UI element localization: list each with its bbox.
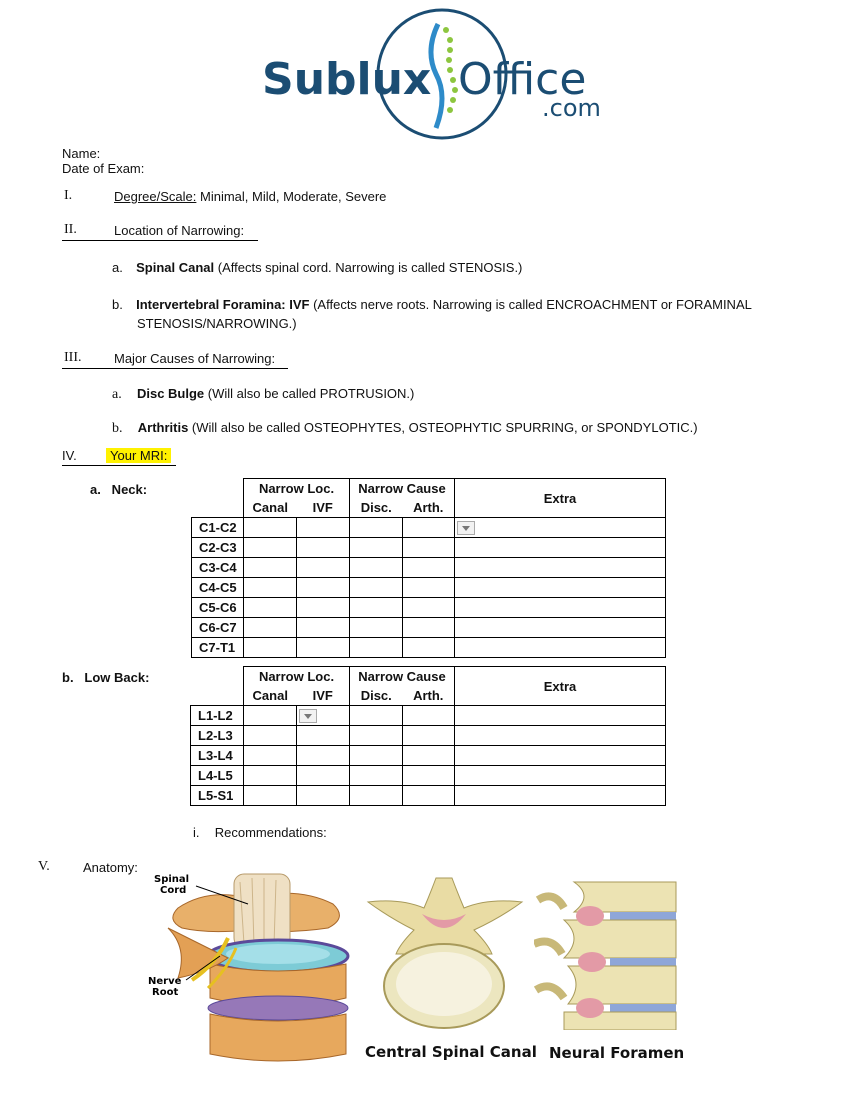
section-2-colon: : [240, 223, 245, 238]
arth-cell[interactable] [403, 618, 455, 638]
central-canal-illustration [360, 874, 528, 1034]
canal-cell[interactable] [244, 538, 297, 558]
table-row [191, 746, 666, 766]
section-3-numeral: III. [64, 350, 82, 365]
section-5-numeral: V. [38, 859, 50, 874]
canal-cell[interactable] [244, 766, 297, 786]
header-canal: Canal [244, 498, 297, 518]
disc-cell[interactable] [350, 786, 403, 806]
ivf-cell[interactable] [297, 766, 350, 786]
canal-cell[interactable] [244, 706, 297, 726]
disc-cell[interactable] [350, 706, 403, 726]
neural-foramen-illustration [534, 880, 678, 1030]
item-text: (Affects spinal cord. Narrowing is called STENOSIS.) [214, 260, 523, 275]
section-2-item-a [112, 260, 522, 275]
section-2-title [114, 223, 244, 238]
item-bold: Arthritis [137, 420, 189, 435]
disc-cell[interactable] [350, 518, 403, 538]
low-back-label: b. Low Back: [62, 670, 150, 685]
item-text: (Will also be called PROTRUSION.) [204, 386, 415, 401]
canal-cell[interactable] [244, 726, 297, 746]
item-letter: a. [112, 260, 123, 275]
disc-cell[interactable] [350, 618, 403, 638]
disc-cell[interactable] [350, 726, 403, 746]
section-2-title-text: Location of Narrowing [114, 223, 241, 238]
disc-cell[interactable] [350, 766, 403, 786]
ivf-cell[interactable] [297, 598, 350, 618]
table-row [192, 518, 666, 538]
canal-cell[interactable] [244, 578, 297, 598]
arth-cell[interactable] [403, 786, 455, 806]
header-narrow-cause: Narrow Cause [350, 479, 455, 499]
neck-label: a. Neck: [90, 482, 148, 497]
canal-cell[interactable] [244, 558, 297, 578]
canal-cell[interactable] [244, 746, 297, 766]
disc-cell[interactable] [350, 598, 403, 618]
extra-cell[interactable] [455, 746, 666, 766]
header-blank [191, 686, 244, 706]
arth-cell[interactable] [403, 598, 455, 618]
ivf-cell[interactable] [297, 538, 350, 558]
segment-label: L4-L5 [191, 766, 244, 786]
section-4-title: Your MRI: [106, 448, 171, 463]
item-letter: b. [112, 297, 123, 312]
extra-cell[interactable] [455, 786, 666, 806]
ivf-cell[interactable] [297, 746, 350, 766]
label-spinal-cord-1: Spinal [154, 874, 190, 885]
label-nerve-root-1: Nerve [148, 976, 182, 987]
table-row [192, 558, 666, 578]
arth-cell[interactable] [403, 706, 455, 726]
section-5-title: Anatomy: [83, 860, 138, 875]
arth-cell[interactable] [403, 518, 455, 538]
table-row [191, 766, 666, 786]
table-row [191, 706, 666, 726]
arth-cell[interactable] [403, 766, 455, 786]
item-bold: Intervertebral Foramina: IVF [136, 297, 310, 312]
segment-label: L3-L4 [191, 746, 244, 766]
dropdown-arrow-icon[interactable] [299, 709, 317, 723]
section-2-underline [62, 240, 258, 241]
section-1-text: Minimal, Mild, Moderate, Severe [196, 189, 387, 204]
ivf-cell[interactable] [297, 786, 350, 806]
extra-cell[interactable] [455, 538, 666, 558]
header-blank [192, 479, 244, 499]
segment-label: C4-C5 [192, 578, 244, 598]
section-3-item-b [112, 420, 698, 437]
header-extra: Extra [455, 667, 666, 706]
header-disc: Disc. [350, 686, 403, 706]
segment-label: C2-C3 [192, 538, 244, 558]
section-1-content [114, 189, 386, 204]
ivf-cell[interactable] [297, 638, 350, 658]
section-3-underline [62, 368, 288, 369]
caption-central-spinal-canal: Central Spinal Canal [365, 1043, 537, 1061]
item-bold: Spinal Canal [136, 260, 215, 275]
section-1-title: Degree/Scale: [114, 189, 197, 204]
item-letter: a. [112, 387, 122, 402]
disc-cell[interactable] [350, 558, 403, 578]
header-ivf: IVF [297, 686, 350, 706]
canal-cell[interactable] [244, 518, 297, 538]
segment-label: C1-C2 [192, 518, 244, 538]
spine-anatomy-illustration [148, 868, 356, 1064]
header-narrow-loc: Narrow Loc. [244, 667, 350, 687]
header-ivf: IVF [297, 498, 350, 518]
recommendations-label: Recommendations: [214, 825, 327, 840]
segment-label: L2-L3 [191, 726, 244, 746]
low-back-table [190, 666, 666, 806]
item-bold: Disc Bulge [136, 386, 205, 401]
canal-cell[interactable] [244, 786, 297, 806]
section-1-numeral: I. [64, 188, 73, 203]
logo-brand-part2: Office [458, 54, 587, 105]
section-4-title-wrap [106, 448, 171, 463]
header-blank [191, 667, 244, 687]
arth-cell[interactable] [403, 746, 455, 766]
section-4-underline [62, 465, 176, 466]
extra-cell[interactable] [455, 726, 666, 746]
ivf-cell[interactable] [297, 706, 350, 726]
canal-cell[interactable] [244, 598, 297, 618]
segment-label: L1-L2 [191, 706, 244, 726]
date-of-exam-label: Date of Exam: [62, 161, 145, 176]
arth-cell[interactable] [403, 538, 455, 558]
segment-label: C6-C7 [192, 618, 244, 638]
section-2-item-b-continued: STENOSIS/NARROWING.) [137, 316, 297, 331]
recommendations-numeral: i. [193, 825, 200, 840]
segment-label: C5-C6 [192, 598, 244, 618]
header-arth: Arth. [403, 686, 455, 706]
item-text: (Affects nerve roots. Narrowing is called ENCROACHMENT or FORAMINAL [309, 297, 752, 312]
item-letter: b. [112, 421, 123, 436]
neck-table [191, 478, 666, 658]
header-narrow-loc: Narrow Loc. [244, 479, 350, 499]
extra-cell[interactable] [455, 598, 666, 618]
recommendations [193, 825, 327, 840]
table-row [191, 726, 666, 746]
header-blank [192, 498, 244, 518]
caption-neural-foramen: Neural Foramen [549, 1044, 685, 1062]
arth-cell[interactable] [403, 638, 455, 658]
extra-cell[interactable] [455, 706, 666, 726]
ivf-cell[interactable] [297, 726, 350, 746]
ivf-cell[interactable] [297, 618, 350, 638]
disc-cell[interactable] [350, 538, 403, 558]
table-row [192, 538, 666, 558]
sublux-office-logo [260, 6, 620, 146]
label-spinal-cord-2: Cord [160, 885, 187, 896]
segment-label: L5-S1 [191, 786, 244, 806]
extra-cell[interactable] [455, 578, 666, 598]
table-row [192, 578, 666, 598]
ivf-cell[interactable] [297, 558, 350, 578]
segment-label: C3-C4 [192, 558, 244, 578]
ivf-cell[interactable] [297, 518, 350, 538]
extra-cell[interactable] [455, 618, 666, 638]
header-arth: Arth. [403, 498, 455, 518]
table-row [192, 598, 666, 618]
arth-cell[interactable] [403, 558, 455, 578]
disc-cell[interactable] [350, 746, 403, 766]
name-label: Name: [62, 146, 101, 161]
extra-cell[interactable] [455, 558, 666, 578]
section-4-numeral: IV. [62, 448, 77, 463]
section-2-item-b [112, 297, 752, 312]
table-row [192, 618, 666, 638]
header-narrow-cause: Narrow Cause [350, 667, 455, 687]
table-row [192, 638, 666, 658]
label-nerve-root-2: Root [152, 987, 179, 998]
section-3-title: Major Causes of Narrowing: [114, 351, 276, 366]
header-extra: Extra [455, 479, 666, 518]
logo-suffix: .com [542, 94, 601, 122]
canal-cell[interactable] [244, 638, 297, 658]
arth-cell[interactable] [403, 726, 455, 746]
disc-cell[interactable] [350, 638, 403, 658]
ivf-cell[interactable] [297, 578, 350, 598]
extra-cell[interactable] [455, 766, 666, 786]
item-text: (Will also be called OSTEOPHYTES, OSTEOPHYTIC SPURRING, or SPONDYLOTIC.) [188, 420, 698, 435]
logo-brand-part1: Sublux [262, 54, 432, 105]
header-disc: Disc. [350, 498, 403, 518]
disc-cell[interactable] [350, 578, 403, 598]
segment-label: C7-T1 [192, 638, 244, 658]
table-row [191, 786, 666, 806]
arth-cell[interactable] [403, 578, 455, 598]
extra-cell[interactable] [455, 638, 666, 658]
section-3-item-a [112, 386, 414, 403]
section-2-numeral: II. [64, 222, 77, 237]
canal-cell[interactable] [244, 618, 297, 638]
dropdown-arrow-icon[interactable] [457, 521, 475, 535]
header-canal: Canal [244, 686, 297, 706]
extra-cell[interactable] [455, 518, 666, 538]
